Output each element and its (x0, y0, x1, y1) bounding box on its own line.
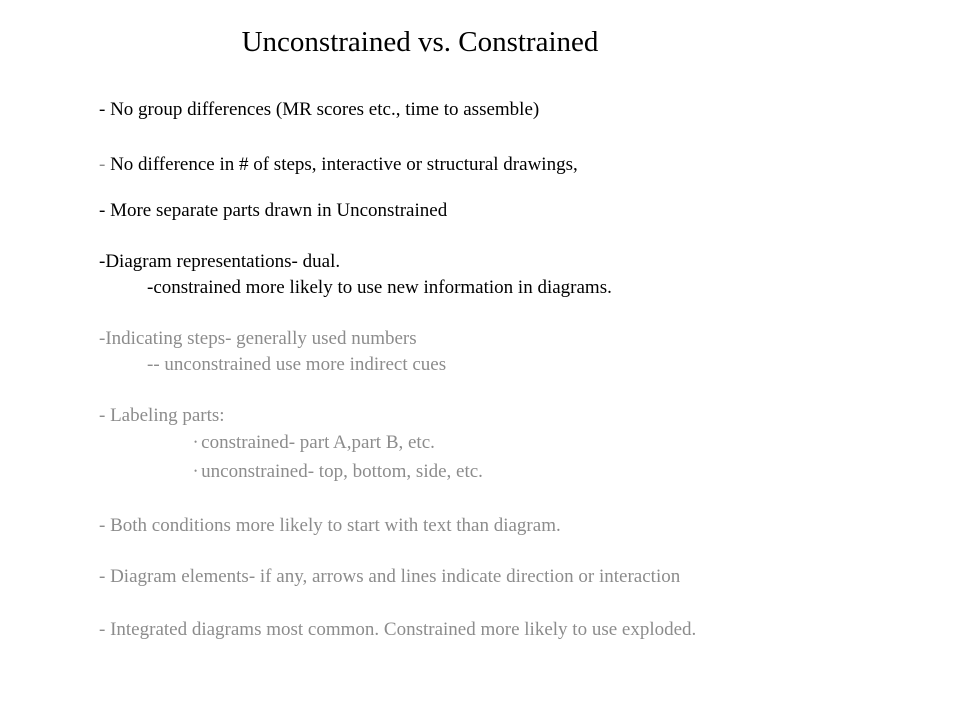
bullet-more-separate-parts: - More separate parts drawn in Unconstrained (99, 200, 448, 221)
bullet-integrated-diagrams: - Integrated diagrams most common. Constrained more likely to use exploded. (99, 619, 697, 640)
bullet-dot-icon: • (194, 437, 198, 447)
bullet-text: No difference in # of steps, interactive or structural drawings, (105, 154, 578, 175)
slide-title: Unconstrained vs. Constrained (241, 26, 599, 58)
sub-bullet-constrained-new-info: -constrained more likely to use new information in diagrams. (147, 277, 612, 298)
bullet-both-conditions: - Both conditions more likely to start with text than diagram. (99, 515, 561, 536)
sub-bullet-constrained-labels (194, 430, 435, 455)
bullet-no-group-differences: - No group differences (MR scores etc., time to assemble) (99, 99, 540, 120)
bullet-labeling-parts: - Labeling parts: (99, 405, 225, 426)
bullet-dot-icon: • (194, 466, 198, 476)
bullet-diagram-elements: - Diagram elements- if any, arrows and lines indicate direction or interaction (99, 566, 681, 587)
bullet-text: unconstrained- top, bottom, side, etc. (201, 461, 483, 482)
bullet-diagram-representations: -Diagram representations- dual. (99, 251, 341, 272)
bullet-no-difference-steps (99, 153, 578, 177)
sub-bullet-indirect-cues: -- unconstrained use more indirect cues (147, 354, 447, 375)
bullet-dash: - (99, 154, 106, 175)
bullet-indicating-steps: -Indicating steps- generally used numbers (99, 328, 417, 349)
sub-bullet-unconstrained-labels (194, 459, 483, 484)
bullet-text: constrained- part A,part B, etc. (201, 432, 435, 453)
